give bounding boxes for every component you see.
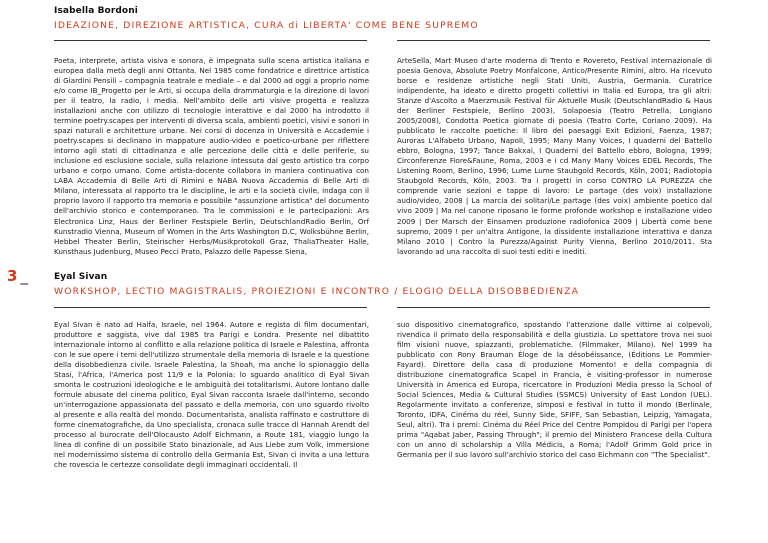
- column-rule-left: [54, 307, 367, 308]
- author-name: Eyal Sivan: [54, 272, 108, 282]
- bio-column-right: [397, 320, 712, 460]
- section-number-dash: _: [20, 267, 28, 285]
- bio-text-left: Eyal Sivan è nato ad Haifa, Israele, nel 1964. Autore e regista di film documentari, produttore e saggista, vive dal 1985 tra Parigi e Londra. Presente nel dibattito internazionale intorno al conflitto e alla relazione politica di Israele e Palestina, affronta con le sue opere i temi dell'utilizzo strumentale della memoria di Israele e la questione della disobbedienza civile. Israele Palestina, la Shoah, ma anche lo spionaggio della Stasi, l'Africa, l'America post 11/9 e la Polonia: lo sguardo analitico di Eyal Sivan smonta le costruzioni ideologiche e le ambiguità dei totalitarismi. Autore lontano dalle formule abusate del cinema politico, Eyal Sivan racconta Israele dall'interno, secondo un'interrogazione appassionata del passato e della memoria, con uno sguardo rivolto al presente e alla realtà del mondo. Documentarista, analista raffinato e costruttore di forme cinematografiche, da Uno specialista, cronaca sulle tracce di Hannah Arendt del processo al burocrate dell'Olocausto Adolf Eichmann, a Route 181, viaggio lungo la linea di confine di un possibile Stato binazionale, ad Aus Liebe zum Volk, immersione nel modernissimo sistema di controllo della Germania Est, Sivan ci invita a una lettura che rovescia le certezze consolidate degli immaginari occidentali. Il: [54, 320, 369, 470]
- column-rule-right: [397, 307, 710, 308]
- bio-text-right: suo dispositivo cinematografico, spostando l'attenzione dalle vittime ai colpevoli, rivendica il primato della responsabilità e della giustizia. Lo spettatore trova nei suoi film visioni nuove, spiazzanti, problematiche. (Filmmaker, Milano). Nel 1999 ha pubblicato con Rony Brauman Éloge de la désobéissance, (Éditions Le Pommier-Fayard). Direttore della casa di produzione Momento! e della compagnia di distribuzione cinematografica Scapel in Francia, è visiting-professor in numerose Università in America ed Europa, ricercatore in Produzioni Media presso la School of Social Sciences, Media & Cultural Studies (SSMCS) University of East London (UEL). Regolarmente invitato a conferenze, simposi e festival in tutto il mondo (Berlinale, Toronto, IDFA, Cinéma du réel, Sunny Side, SFIFF, San Sebastian, Leipzig, Yamagata, Seul, altri). Tra i premi: Cinéma du Réel Price del Centre Pompidou di Parigi per l'opera prima "Aqabat Jaber, Passing Through"; il premio del Ministero Francese della Cultura con un anno di scholarship a Villa Médicis, a Roma; l'Adolf Grimm Gold price in Germania per il suo lavoro sull'archivio storico del caso Eichmann con "The Specialist".: [397, 320, 712, 460]
- section-subtitle: WORKSHOP, LECTIO MAGISTRALIS, PROIEZIONI E INCONTRO / ELOGIO DELLA DISOBBEDIENZA: [54, 286, 580, 297]
- bio-column-left: [54, 56, 369, 257]
- section-subtitle: IDEAZIONE, DIREZIONE ARTISTICA, CURA di LIBERTA' COME BENE SUPREMO: [54, 20, 479, 31]
- bio-column-left: [54, 320, 369, 470]
- column-rule-right: [397, 40, 710, 41]
- column-rule-left: [54, 40, 367, 41]
- bio-text-left: Poeta, interprete, artista visiva e sonora, è impegnata sulla scena artistica italiana e europea dalla metà degli anni Ottanta. Nel 1985 come fondatrice e direttrice artistica di Giardini Pensili – compagnia teatrale e mediale – e dal 2000 ad oggi a proprio nome e/o come IB_Progetto per le Arti, si occupa della drammaturgia e la direzione di lavori per il teatro, la radio, i media. Nell'ambito delle arti visive progetta e realizza installazioni anche con utilizzo di tecnologie interattive e dal 2000 ha introdotto il termine poetry.scapes per interventi di diversa scala, ambienti poetici, visivi e sonori in spazi naturali e architetture urbane. Nei corsi di docenza in Università e Accademie i poetry.scapes si declinano in mappature audio-video e poetico-urbane per riflettere intorno agli stati di cittadinanza e alle percezione delle città e delle periferie, su inclusione ed esclusione sociale, sulla relazione intessuta dal gesto artistico tra corpo urbano e corpo umano. Come artista-docente collabora in maniera continuativa con LABA Accademia di Belle Arti di Rimini e NABA Nuova Accademia di Belle Arti di Milano, interessata al rapporto tra le discipline, le arti e la società civile, indaga con il proprio lavoro il rapporto tra memoria e possibile "assunzione artistica" del documento dell'archivio storico e contemporaneo. Tra le commissioni e le partecipazioni: Ars Electronica Linz, Haus der Berliner Festspiele Berlin, DeutschlandRadio Berlin, Orf Kunstradio Vienna, Museum of Women in the Arts Washington D.C, Wolksbühne Berlin, Hebbel Theater Berlin, Steirischer Herbs/Musikprotokoll Graz, ThaliaTheater Halle, Kunsthaus Judenburg, Museo Pecci Prato, Palazzo delle Papesse Siena,: [54, 56, 369, 256]
- bio-column-right: [397, 56, 712, 257]
- section-number: [7, 267, 28, 285]
- section-number-digit: 3: [7, 267, 18, 285]
- author-name: Isabella Bordoni: [54, 6, 138, 16]
- bio-text-right: ArteSella, Mart Museo d'arte moderna di Trento e Rovereto, Festival internazionale di poesia Genova, Absolute Poetry Monfalcone, Antico/Presente Rimini, altro. Ha ricevuto borse e residenze artistiche negli Stati Uniti, Austria, Germania. Curatrice indipendente, ha ideato e diretto progetti collettivi in Italia ed Europa, tra gli altri: Stanze d'Ascolto a Maerzmusik Festival für Aktuelle Musik (DeutschlandRadio & Haus der Berliner Festspiele, Berlino 2003), Solapoesia (Teatro Petrella, Longiano 2005/2008), Condotta Poetica giornate di poesia (Teatro Corte, Coriano 2009). Ha pubblicato le raccolte poetiche: Il libro dei paesaggi Exit Edizioni, Faenza, 1987; Auroras L'Alfabeto Urbano, Napoli, 1995; Many Many Voices, I quaderni del Battello ebbro, Bologna, 1997; Tance Bakxai, I Quaderni del Battello ebbro, Bologna, 1999; Circonferenze Fiore&Faune, Roma, 2003 e i cd Many Many Voices EDEL Records, The Listening Room, Berlino, 1996; Lume Lume Staubgold Records, Köln, 2001; Radiotopia Staubgold Records, Köln, 2003. Tra i progetti in corso CONTRO LA PUREZZA che comprende varie sezioni e tappe di lavoro: Le partage (des voix) installazione audio/video, 2008 | La marcia dei solitari/Le partage (des voix) ambiente poetico dal vivo 2009 | Ma nel canone riposano le forme profonde workshop e installazione video 2009 | Der Marsch der Einsamen produzione radiofonica 2009 | Libertà come bene supremo, 2009 ! per un'altra Antigone, la dissidente installazione interattiva e danza Milano 2010 | Contro la Purezza/Against Purity Vienna, Berlino 2010/2011. Sta lavorando ad una raccolta di suoi testi editi e inediti.: [397, 56, 712, 256]
